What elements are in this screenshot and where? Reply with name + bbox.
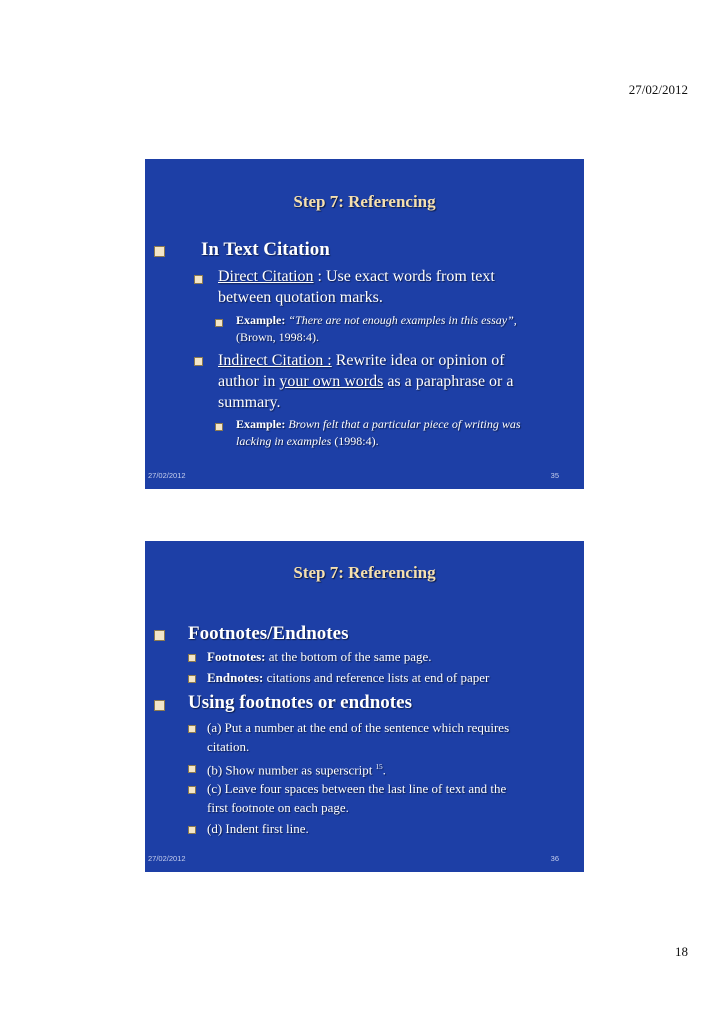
example-2-line1: Example: Brown felt that a particular piece of writing was: [236, 417, 521, 431]
bullet-square-icon: [215, 423, 223, 431]
page-header-date: 27/02/2012: [628, 82, 688, 97]
bullet-square-icon: [188, 826, 196, 834]
item-a-line1: (a) Put a number at the end of the sentence which requires: [207, 720, 510, 735]
slide-title: Step 7: Referencing: [293, 192, 436, 211]
heading-footnotes-endnotes: Footnotes/Endnotes: [188, 623, 349, 644]
example-1-line1: Example: “There are not enough examples in this essay”,: [236, 313, 517, 327]
slide-number: 36: [550, 854, 559, 863]
direct-citation-label: Direct Citation: [218, 268, 314, 285]
slide-footer-date: 27/02/2012: [148, 471, 186, 480]
bullet-square-icon: [215, 319, 223, 327]
item-c-line1: (c) Leave four spaces between the last line of text and the: [207, 781, 507, 796]
item-c-line2: first footnote on each page.: [207, 800, 349, 815]
slide-title: Step 7: Referencing: [293, 563, 436, 582]
bullet-square-icon: [188, 725, 196, 733]
indirect-citation-line2: author in your own words as a paraphrase or a: [218, 373, 514, 390]
page-number: 18: [675, 944, 688, 959]
bullet-square-icon: [154, 700, 165, 711]
bullet-square-icon: [154, 246, 165, 257]
bullet-square-icon: [154, 630, 165, 641]
example-1-line2: (Brown, 1998:4).: [236, 330, 319, 344]
bullet-square-icon: [188, 675, 196, 683]
direct-citation-line1: Direct Citation : Use exact words from text: [218, 268, 495, 285]
item-a-line2: citation.: [207, 739, 250, 754]
bullet-square-icon: [194, 275, 203, 284]
slide-36: [145, 541, 584, 872]
bullet-square-icon: [188, 765, 196, 773]
bullet-square-icon: [188, 786, 196, 794]
endnotes-item: Endnotes: citations and reference lists at end of paper: [207, 670, 490, 685]
item-d: (d) Indent first line.: [207, 821, 309, 836]
heading-in-text-citation: In Text Citation: [201, 239, 330, 260]
example-2-line2: lacking in examples (1998:4).: [236, 434, 379, 448]
slide-35: [145, 159, 584, 489]
direct-citation-line2: between quotation marks.: [218, 289, 383, 306]
bullet-square-icon: [194, 357, 203, 366]
slide-footer-date: 27/02/2012: [148, 854, 186, 863]
heading-using-footnotes: Using footnotes or endnotes: [188, 692, 412, 713]
indirect-citation-line1: Indirect Citation : Rewrite idea or opinion of: [218, 352, 505, 369]
indirect-citation-line3: summary.: [218, 394, 281, 411]
slide-number: 35: [550, 471, 559, 480]
footnotes-item: Footnotes: at the bottom of the same page.: [207, 649, 432, 664]
indirect-citation-label: Indirect Citation :: [218, 352, 332, 369]
bullet-square-icon: [188, 654, 196, 662]
item-b: (b) Show number as superscript $^{15}$.: [207, 762, 386, 778]
